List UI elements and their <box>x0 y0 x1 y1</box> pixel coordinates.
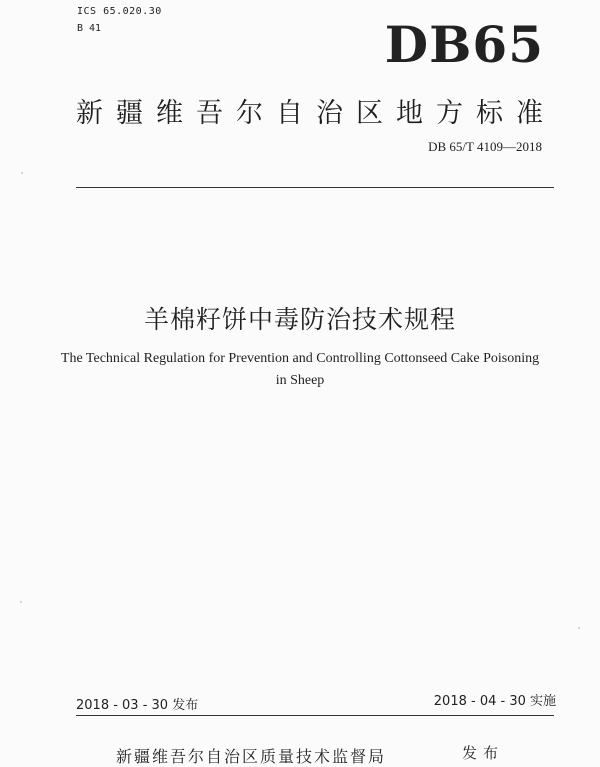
issue-date: 2018 - 03 - 30 发布 <box>76 698 199 713</box>
scan-speck <box>21 172 23 174</box>
standard-logo: DB65 <box>384 15 544 74</box>
implementation-date: 2018 - 04 - 30 实施 <box>433 694 556 709</box>
scan-speck <box>20 601 22 603</box>
standard-type-heading: 新疆维吾尔自治区地方标准 <box>76 98 556 129</box>
bottom-divider <box>76 715 554 716</box>
ics-code: ICS 65.020.30 <box>77 6 162 17</box>
document-title-english-line2: in Sheep <box>275 373 325 388</box>
standard-number: DB 65/T 4109—2018 <box>428 139 542 154</box>
document-title-english-line1: The Technical Regulation for Prevention and Controlling Cottonseed Cake Poisoning <box>60 351 540 366</box>
document-title-chinese: 羊棉籽饼中毒防治技术规程 <box>143 305 456 334</box>
top-divider <box>76 187 554 188</box>
scan-speck <box>578 627 580 629</box>
issued-label: 发布 <box>462 744 505 762</box>
issuing-authority: 新疆维吾尔自治区质量技术监督局 <box>116 747 387 766</box>
ccs-code: B 41 <box>77 23 102 34</box>
